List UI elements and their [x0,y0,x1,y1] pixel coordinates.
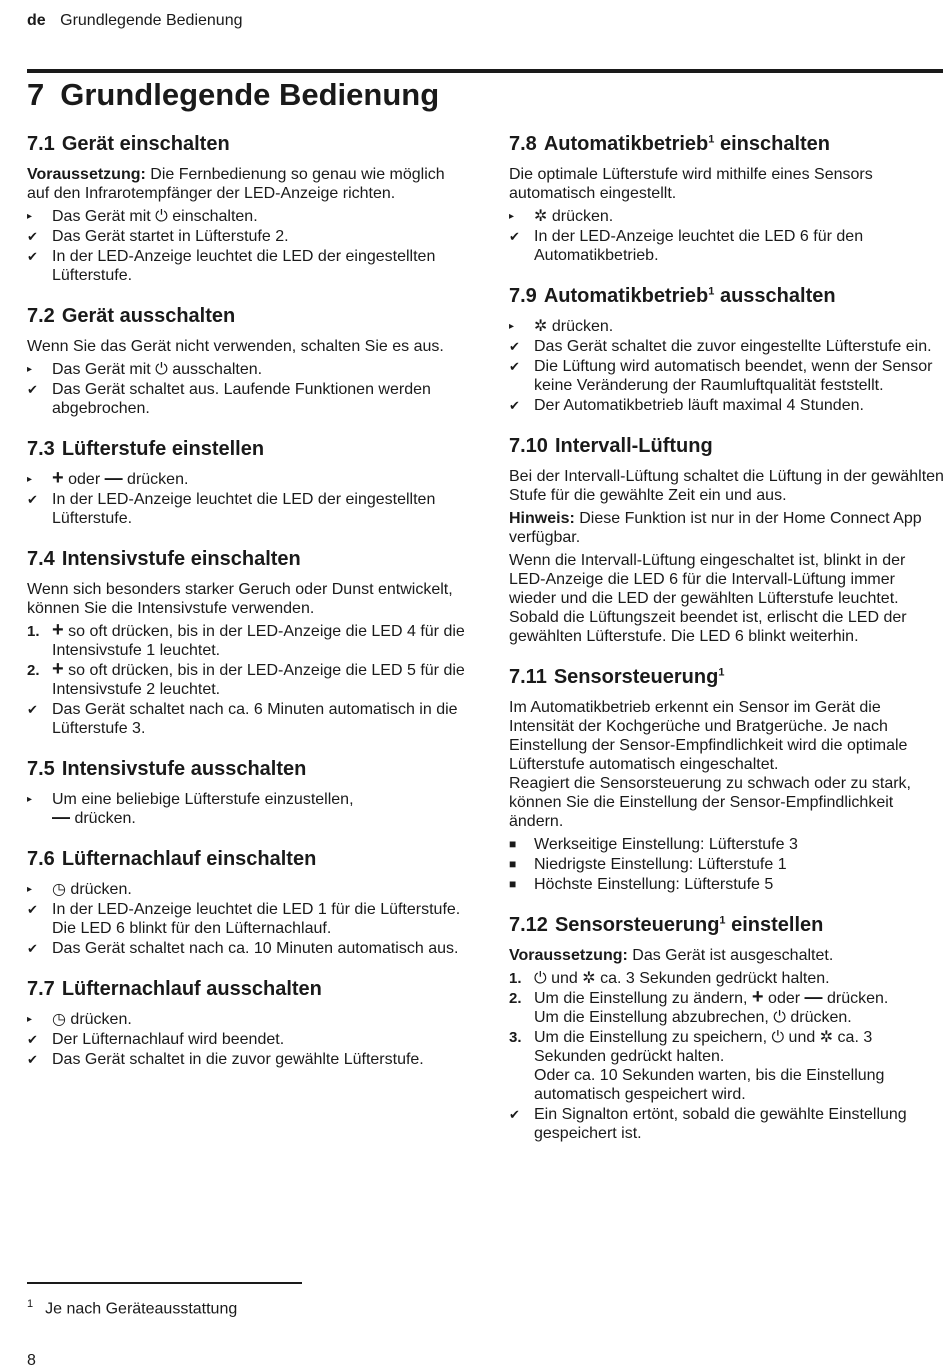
footnote-ref: 1 [708,285,715,298]
result-text: Das Gerät schaltet nach ca. 10 Minuten automatisch aus. [52,940,459,957]
result-text: Das Gerät schaltet in die zuvor gewählte Lüfterstufe. [52,1051,424,1068]
footnote-mark: 1 [27,1298,34,1310]
result-step [27,380,467,418]
section-title: Lüfterstufe einstellen [61,438,265,460]
step-number: 1. [27,623,40,640]
footnote-ref: 1 [719,914,726,927]
numbered-step [27,619,467,660]
list-text: Niedrigste Einstellung: Lüfterstufe 1 [534,856,787,873]
footnote-ref: 1 [708,133,715,146]
power-icon: ⏻ [534,970,547,987]
check-icon: ✔ [509,398,520,413]
section-7-7 [27,975,467,1069]
page-header [27,12,243,30]
numbered-step [509,969,945,988]
section-heading [509,663,945,691]
result-text: Der Automatikbetrieb läuft maximal 4 Stunden. [534,397,864,414]
step-text: einschalten. [167,208,258,225]
action-step [27,880,467,899]
section-7-2 [27,302,467,418]
action-step [27,790,467,828]
action-marker-icon: ▸ [27,211,33,222]
result-text: In der LED-Anzeige leuchtet die LED 1 für die Lüfterstufe. Die LED 6 blinkt für den Lüfternachlauf. [52,901,461,937]
section-7-4 [27,545,467,738]
section-7-8 [509,130,945,265]
paragraph: Reagiert die Sensorsteuerung zu schwach oder zu stark, können Sie die Einstellung der Sensor-Empfindlichkeit ändern. [509,775,911,830]
step-text: drücken. [65,881,132,898]
step-number: 2. [27,662,40,679]
step-text: ausschalten. [167,361,263,378]
step-text: drücken. [785,1009,852,1026]
step-text: ca. 3 Sekunden gedrückt halten. [595,970,830,987]
result-step [509,337,945,356]
action-marker-icon: ▸ [509,321,515,332]
action-marker-icon: ▸ [509,211,515,222]
fan-auto-icon: ✲ [819,1029,834,1046]
precondition-text: Die Fernbedienung so genau wie möglich auf den Infrarotempfänger der LED-Anzeige richten. [27,166,445,202]
bullet-icon: ■ [509,837,517,851]
section-7-9 [509,282,945,415]
result-step [27,900,467,938]
step-number: 1. [509,970,522,987]
bullet-icon: ■ [509,877,517,891]
section-heading [27,302,467,330]
step-text: Das Gerät mit [52,208,156,225]
footnote-rule [27,1282,302,1284]
result-step [27,227,467,246]
hint-text: Diese Funktion ist nur in der Home Connect App verfügbar. [509,510,922,546]
check-icon: ✔ [509,359,520,374]
numbered-step [509,986,945,1027]
section-7-3 [27,435,467,528]
section-heading [27,845,467,873]
step-text: und [784,1029,820,1046]
list-text: Höchste Einstellung: Lüfterstufe 5 [534,876,774,893]
result-step [509,357,945,395]
power-icon: ⏻ [155,361,168,378]
section-title: Intensivstufe ausschalten [61,758,307,780]
section-heading [509,911,945,939]
section-title: Lüfternachlauf ausschalten [61,978,322,1000]
result-step [27,490,467,528]
power-icon: ⏻ [773,1009,786,1026]
section-heading [27,130,467,158]
section-7-6 [27,845,467,958]
section-title: ausschalten [714,285,836,307]
section-heading [27,545,467,573]
section-title: Intervall-Lüftung [554,435,713,457]
action-marker-icon: ▸ [27,794,33,805]
result-step [27,939,467,958]
step-text: drücken. [70,810,136,827]
result-text: In der LED-Anzeige leuchtet die LED der eingestellten Lüfterstufe. [52,248,436,284]
minus-icon: — [104,468,123,488]
action-step [509,207,945,226]
power-icon: ⏻ [771,1029,785,1046]
section-title: Sensorsteuerung [553,666,719,688]
section-number: 7.12 [509,914,548,936]
section-heading [509,432,945,460]
result-text: In der LED-Anzeige leuchtet die LED der eingestellten Lüfterstufe. [52,491,436,527]
step-text: Um die Einstellung abzubrechen, [534,1009,774,1026]
step-text: Das Gerät mit [52,361,156,378]
section-heading [27,975,467,1003]
section-title: Gerät einschalten [61,133,230,155]
section-heading [27,435,467,463]
result-text: Die Lüftung wird automatisch beendet, wenn der Sensor keine Veränderung der Raumluftqualität feststellt. [534,358,933,394]
section-7-5 [27,755,467,828]
section-title: einstellen [725,914,824,936]
step-text: Um eine beliebige Lüfterstufe einzustellen, [52,791,354,808]
action-step [27,207,467,226]
check-icon: ✔ [27,1032,38,1047]
section-title: einschalten [714,133,831,155]
section-number: 7.11 [509,666,547,688]
minus-icon: — [52,807,70,827]
step-text: Um die Einstellung zu ändern, [534,990,752,1007]
step-text: Oder ca. 10 Sekunden warten, bis die Einstellung automatisch gespeichert wird. [534,1067,885,1103]
step-text: oder [63,471,105,488]
paragraph: Wenn sich besonders starker Geruch oder Dunst entwickelt, können Sie die Intensivstufe verwenden. [27,581,453,617]
section-number: 7.9 [509,285,537,307]
numbered-step [509,1028,945,1104]
paragraph: Wenn Sie das Gerät nicht verwenden, schalten Sie es aus. [27,338,444,355]
section-heading [509,282,945,310]
step-text: drücken. [65,1011,132,1028]
language-code: de [27,12,46,29]
check-icon: ✔ [509,229,520,244]
result-step [27,1030,467,1049]
section-title: Intensivstufe einschalten [61,548,301,570]
fan-auto-icon: ✲ [534,208,548,225]
hint [509,509,945,547]
action-marker-icon: ▸ [27,364,33,375]
check-icon: ✔ [27,702,38,717]
step-number: 2. [509,990,522,1007]
page-number: 8 [27,1352,36,1369]
check-icon: ✔ [27,902,38,917]
paragraph: Im Automatikbetrieb erkennt ein Sensor im Gerät die Intensität der Kochgerüche und Bratgerüche. Je nach Einstellung der Sensor-Empfindlichkeit wird die optimale Lüfterstufe automatisch eingeschaltet. [509,699,908,773]
action-step [509,317,945,336]
list-item [509,835,945,854]
chapter-title-text: Grundlegende Bedienung [60,77,440,112]
result-text: Das Gerät schaltet die zuvor eingestellte Lüfterstufe ein. [534,338,932,355]
step-text: und [546,970,583,987]
section-heading [509,130,945,158]
footnote-text: Je nach Geräteausstattung [45,1300,238,1318]
plus-icon: + [52,658,64,680]
result-text: Der Lüfternachlauf wird beendet. [52,1031,285,1048]
section-7-1 [27,130,467,285]
left-column [27,130,467,1086]
section-title: Automatikbetrieb [543,285,709,307]
section-number: 7.4 [27,548,55,570]
section-7-11 [509,663,945,894]
step-text: drücken. [822,990,889,1007]
check-icon: ✔ [27,1052,38,1067]
action-marker-icon: ▸ [27,1014,33,1025]
section-number: 7.3 [27,438,55,460]
plus-icon: + [52,467,64,489]
chapter-title [27,77,439,113]
action-marker-icon: ▸ [27,474,33,485]
section-7-10 [509,432,945,646]
fan-auto-icon: ✲ [534,318,548,335]
result-text: Das Gerät schaltet aus. Laufende Funktionen werden abgebrochen. [52,381,431,417]
step-text: so oft drücken, bis in der LED-Anzeige die LED 4 für die Intensivstufe 1 leuchtet. [52,623,465,659]
timer-icon: ◷ [52,1011,66,1028]
result-step [509,396,945,415]
footnote [27,1298,237,1318]
timer-icon: ◷ [52,881,66,898]
section-number: 7.5 [27,758,55,780]
plus-icon: + [751,986,764,1008]
step-text: drücken. [547,318,614,335]
result-step [509,1105,945,1143]
section-number: 7.2 [27,305,55,327]
paragraph: Bei der Intervall-Lüftung schaltet die Lüftung in der gewählten Stufe für die gewählte Zeit ein und aus. [509,468,944,504]
result-text: In der LED-Anzeige leuchtet die LED 6 für den Automatikbetrieb. [534,228,864,264]
list-item [509,855,945,874]
action-step [27,360,467,379]
result-step [509,227,945,265]
result-text: Das Gerät startet in Lüfterstufe 2. [52,228,289,245]
numbered-step [27,658,467,699]
header-title: Grundlegende Bedienung [60,12,243,29]
check-icon: ✔ [27,941,38,956]
precondition [27,165,467,203]
hint-label: Hinweis: [509,510,575,527]
power-icon: ⏻ [155,208,168,225]
result-text: Ein Signalton ertönt, sobald die gewählte Einstellung gespeichert ist. [534,1106,907,1142]
plus-icon: + [52,619,64,641]
step-text: drücken. [122,471,189,488]
precondition-label: Voraussetzung: [27,166,146,183]
minus-icon: — [804,987,823,1007]
result-step [27,700,467,738]
check-icon: ✔ [509,1107,520,1122]
header-rule [27,69,943,73]
section-number: 7.6 [27,848,55,870]
section-number: 7.10 [509,435,548,457]
section-heading [27,755,467,783]
list-item [509,875,945,894]
list-text: Werkseitige Einstellung: Lüfterstufe 3 [534,836,798,853]
action-step [27,467,467,489]
step-number: 3. [509,1029,522,1046]
precondition [509,946,945,965]
bullet-icon: ■ [509,857,517,871]
step-text: ca. 3 Sekunden gedrückt halten. [534,1029,873,1065]
chapter-number: 7 [27,77,45,112]
precondition-label: Voraussetzung: [509,947,628,964]
check-icon: ✔ [509,339,520,354]
step-text: so oft drücken, bis in der LED-Anzeige die LED 5 für die Intensivstufe 2 leuchtet. [52,662,465,698]
section-number: 7.1 [27,133,55,155]
section-title: Sensorsteuerung [554,914,720,936]
section-number: 7.7 [27,978,55,1000]
section-title: Gerät ausschalten [61,305,236,327]
footnote-ref: 1 [718,666,725,679]
check-icon: ✔ [27,382,38,397]
paragraph: Die optimale Lüfterstufe wird mithilfe eines Sensors automatisch eingestellt. [509,166,873,202]
precondition-text: Das Gerät ist ausgeschaltet. [627,947,834,964]
check-icon: ✔ [27,492,38,507]
step-text: Um die Einstellung zu speichern, [534,1029,772,1046]
step-text: drücken. [547,208,614,225]
section-number: 7.8 [509,133,537,155]
action-marker-icon: ▸ [27,884,33,895]
action-step [27,1010,467,1029]
step-text: oder [763,990,805,1007]
section-title: Automatikbetrieb [543,133,709,155]
section-title: Lüfternachlauf einschalten [61,848,317,870]
result-step [27,1050,467,1069]
check-icon: ✔ [27,229,38,244]
check-icon: ✔ [27,249,38,264]
result-step [27,247,467,285]
section-7-12 [509,911,945,1143]
paragraph: Wenn die Intervall-Lüftung eingeschaltet ist, blinkt in der LED-Anzeige die LED 6 für die Intervall-Lüftung immer wieder und die LED der gewählten Lüfterstufe leuchtet. Sobald die Lüftungszeit beendet ist, erlischt die LED der gewählten Lüfterstufe. Die LED 6 blinkt weiterhin. [509,552,907,645]
fan-auto-icon: ✲ [582,970,596,987]
result-text: Das Gerät schaltet nach ca. 6 Minuten automatisch in die Lüfterstufe 3. [52,701,458,737]
right-column [509,130,945,1160]
